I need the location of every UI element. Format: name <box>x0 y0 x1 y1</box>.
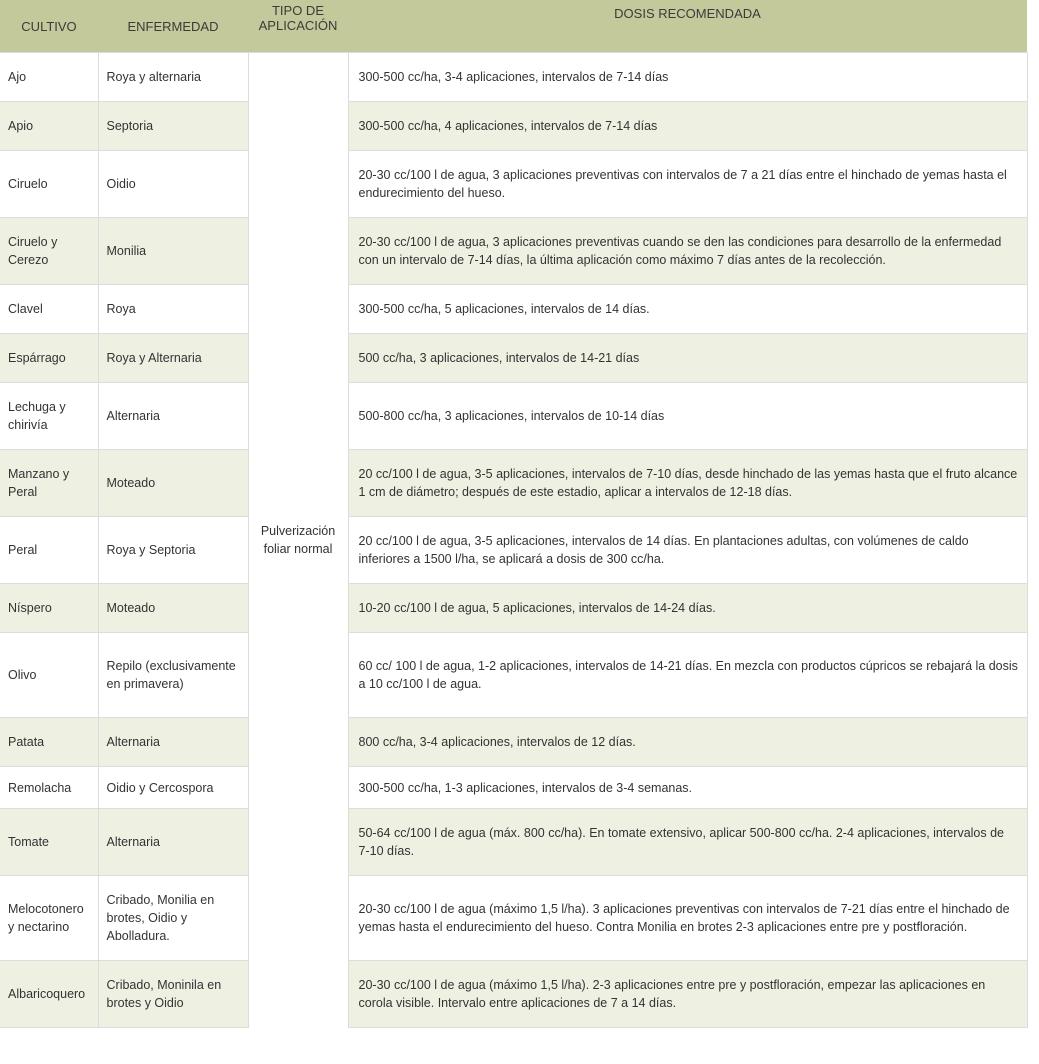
table-row <box>0 151 1027 218</box>
cell-enfermedad: Alternaria <box>98 383 248 450</box>
cell-enfermedad: Oidio <box>98 151 248 218</box>
cell-cultivo: Manzano y Peral <box>0 450 98 517</box>
cell-enfermedad: Alternaria <box>98 809 248 876</box>
cell-dosis: 300-500 cc/ha, 5 aplicaciones, intervalos de 14 días. <box>348 285 1027 334</box>
cell-dosis: 800 cc/ha, 3-4 aplicaciones, intervalos de 12 días. <box>348 718 1027 767</box>
table-row <box>0 285 1027 334</box>
cell-dosis: 20 cc/100 l de agua, 3-5 aplicaciones, intervalos de 7-10 días, desde hinchado de las yemas hasta que el fruto alcance 1 cm de diámetro; después de este estadio, aplicar a intervalos de 12-18 días. <box>348 450 1027 517</box>
cell-enfermedad: Cribado, Moninila en brotes y Oidio <box>98 961 248 1028</box>
cell-enfermedad: Roya y alternaria <box>98 53 248 102</box>
table-row <box>0 53 1027 102</box>
table-row <box>0 102 1027 151</box>
cell-cultivo: Níspero <box>0 584 98 633</box>
cell-dosis: 500 cc/ha, 3 aplicaciones, intervalos de 14-21 días <box>348 334 1027 383</box>
cell-dosis: 20 cc/100 l de agua, 3-5 aplicaciones, intervalos de 14 días. En plantaciones adultas, con volúmenes de caldo inferiores a 1500 l/ha, se aplicará a dosis de 300 cc/ha. <box>348 517 1027 584</box>
cell-dosis: 20-30 cc/100 l de agua, 3 aplicaciones preventivas con intervalos de 7 a 21 días entre el hinchado de yemas hasta el endurecimiento del hueso. <box>348 151 1027 218</box>
cell-enfermedad: Alternaria <box>98 718 248 767</box>
cell-cultivo: Tomate <box>0 809 98 876</box>
tipo-aplicacion-line2: foliar normal <box>263 542 333 557</box>
header-dosis: DOSIS RECOMENDADA <box>348 0 1027 53</box>
cell-cultivo: Apio <box>0 102 98 151</box>
cell-dosis: 20-30 cc/100 l de agua, 3 aplicaciones preventivas cuando se den las condiciones para desarrollo de la enfermedad con un intervalo de 7-14 días, la última aplicación como máximo 7 días antes de la recolección. <box>348 218 1027 285</box>
cell-cultivo: Ciruelo <box>0 151 98 218</box>
table-row <box>0 767 1027 809</box>
header-tipo-line1: TIPO DE <box>271 3 324 18</box>
cell-dosis: 60 cc/ 100 l de agua, 1-2 aplicaciones, intervalos de 14-21 días. En mezcla con productos cúpricos se rebajará la dosis a 10 cc/100 l de agua. <box>348 633 1027 718</box>
header-tipo-aplicacion <box>248 0 348 53</box>
cell-enfermedad: Moteado <box>98 584 248 633</box>
cell-cultivo: Espárrago <box>0 334 98 383</box>
cell-cultivo: Clavel <box>0 285 98 334</box>
table-row <box>0 718 1027 767</box>
table-row <box>0 383 1027 450</box>
cell-cultivo: Albaricoquero <box>0 961 98 1028</box>
table-row <box>0 961 1027 1028</box>
cell-enfermedad: Cribado, Monilia en brotes, Oidio y Abolladura. <box>98 876 248 961</box>
tipo-aplicacion-line1: Pulverización <box>260 524 336 539</box>
cell-enfermedad: Oidio y Cercospora <box>98 767 248 809</box>
cell-enfermedad: Repilo (exclusivamente en primavera) <box>98 633 248 718</box>
cell-cultivo: Remolacha <box>0 767 98 809</box>
cell-dosis: 500-800 cc/ha, 3 aplicaciones, intervalos de 10-14 días <box>348 383 1027 450</box>
table-row <box>0 218 1027 285</box>
cell-cultivo: Patata <box>0 718 98 767</box>
cell-enfermedad: Monilia <box>98 218 248 285</box>
table-header <box>0 0 1027 53</box>
cell-dosis: 20-30 cc/100 l de agua (máximo 1,5 l/ha). 3 aplicaciones preventivas con intervalos de 7-21 días entre el hinchado de yemas hasta el endurecimiento del hueso. Contra Monilia en brotes 2-3 aplicaciones entre pre y postfloración. <box>348 876 1027 961</box>
cell-dosis: 300-500 cc/ha, 4 aplicaciones, intervalos de 7-14 días <box>348 102 1027 151</box>
header-cultivo: CULTIVO <box>0 0 98 53</box>
cell-enfermedad: Roya y Alternaria <box>98 334 248 383</box>
cell-cultivo: Peral <box>0 517 98 584</box>
table-row <box>0 334 1027 383</box>
table-row <box>0 450 1027 517</box>
cell-dosis: 10-20 cc/100 l de agua, 5 aplicaciones, intervalos de 14-24 días. <box>348 584 1027 633</box>
table-row <box>0 517 1027 584</box>
header-enfermedad: ENFERMEDAD <box>98 0 248 53</box>
cell-dosis: 50-64 cc/100 l de agua (máx. 800 cc/ha). En tomate extensivo, aplicar 500-800 cc/ha. 2-4 aplicaciones, intervalos de 7-10 días. <box>348 809 1027 876</box>
table-row <box>0 809 1027 876</box>
cell-dosis: 20-30 cc/100 l de agua (máximo 1,5 l/ha). 2-3 aplicaciones entre pre y postfloración, empezar las aplicaciones en corola visible. Intervalo entre aplicaciones de 7 a 14 días. <box>348 961 1027 1028</box>
table-body <box>0 53 1027 1028</box>
cell-dosis: 300-500 cc/ha, 1-3 aplicaciones, intervalos de 3-4 semanas. <box>348 767 1027 809</box>
header-tipo-line2: APLICACIÓN <box>258 18 338 33</box>
table-row <box>0 633 1027 718</box>
cell-cultivo: Melocotonero y nectarino <box>0 876 98 961</box>
cell-cultivo: Ciruelo y Cerezo <box>0 218 98 285</box>
cell-enfermedad: Roya y Septoria <box>98 517 248 584</box>
cell-tipo-aplicacion <box>248 53 348 1028</box>
table-row <box>0 584 1027 633</box>
cell-cultivo: Lechuga y chirivía <box>0 383 98 450</box>
cell-enfermedad: Septoria <box>98 102 248 151</box>
table-row <box>0 876 1027 961</box>
cell-enfermedad: Moteado <box>98 450 248 517</box>
cell-enfermedad: Roya <box>98 285 248 334</box>
cell-dosis: 300-500 cc/ha, 3-4 aplicaciones, intervalos de 7-14 días <box>348 53 1027 102</box>
cell-cultivo: Ajo <box>0 53 98 102</box>
cell-cultivo: Olivo <box>0 633 98 718</box>
